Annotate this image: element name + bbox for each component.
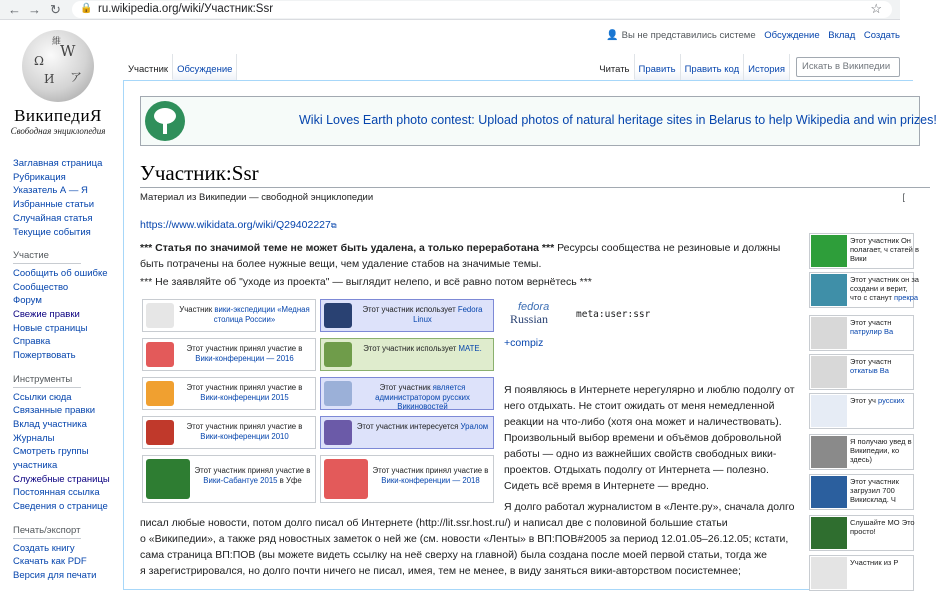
sidebar-item-tools-0[interactable]: Ссылки сюда <box>13 391 72 403</box>
userbox[interactable] <box>142 416 316 449</box>
right-userbox-icon <box>811 356 847 388</box>
meta-user-link[interactable]: meta:user:ssr <box>576 309 651 320</box>
browser-toolbar <box>0 0 900 20</box>
sidebar-item-tools-2[interactable]: Вклад участника <box>13 418 87 430</box>
userbox-icon <box>324 381 352 406</box>
userbox-text-pre: Этот участник принял участие в <box>194 466 311 475</box>
logo-tagline: Свободная энциклопедия <box>10 126 106 136</box>
body-line: Сидеть всё время в Интернете — вредно. <box>504 480 709 492</box>
userbox-text <box>177 422 312 441</box>
userbox-icon <box>146 459 190 499</box>
reload-icon[interactable]: ↻ <box>50 2 61 17</box>
userbox-icon <box>146 303 174 328</box>
fedora-russian-logo[interactable]: fedora Russian <box>510 301 550 326</box>
userbox[interactable] <box>142 377 316 410</box>
quit-paragraph: *** Не заявляйте об "уходе из проекта" — выглядит нелепо, и всё равно потом вернётесь *** <box>140 276 592 288</box>
sidebar-item-participation-5[interactable]: Справка <box>13 336 51 348</box>
page-title: Участник:Ssr <box>140 161 259 185</box>
right-userbox-text <box>850 319 920 337</box>
personal-contrib-link[interactable]: Вклад <box>828 30 856 41</box>
right-userbox-label: Слушайте МО Это просто! <box>850 518 915 536</box>
userbox-text <box>177 305 312 324</box>
userbox[interactable] <box>320 338 494 371</box>
journalism-paragraph <box>140 499 796 579</box>
userbox[interactable] <box>142 338 316 371</box>
right-userbox[interactable] <box>809 393 914 429</box>
sidebar-item-tools-8[interactable]: Сведения о странице <box>13 501 108 513</box>
sidebar-section-print: Печать/экспорт <box>13 524 81 539</box>
journalism-line: Я долго работал журналистом в «Ленте.ру», сначала долго <box>504 501 795 513</box>
create-account-link[interactable]: Создать <box>863 30 900 41</box>
tab-user[interactable]: Участник <box>124 54 173 80</box>
sidebar-item-main-1[interactable]: Рубрикация <box>13 171 66 183</box>
content-area <box>123 80 937 590</box>
right-userbox-icon <box>811 235 847 267</box>
body-line: него отдыхать. Не стоит ожидать от меня немедленной <box>504 400 775 412</box>
sidebar-item-main-5[interactable]: Текущие события <box>13 226 91 238</box>
sidebar-item-tools-3[interactable]: Журналы <box>13 432 55 444</box>
sidebar-item-tools-1[interactable]: Связанные правки <box>13 405 96 417</box>
body-line: проектов. Отдыхать подолгу от Интернета — полезно. <box>504 464 769 476</box>
sidebar-item-tools-5[interactable]: участника <box>13 460 58 472</box>
userbox-text-pre: Этот участник интересуется <box>356 422 461 431</box>
journalism-line: сама страница ВП:ПОВ (вы можете видеть ссылку на неё сверху на главной) была создана после моей первой статьи, тогда же <box>140 549 767 561</box>
right-userbox[interactable] <box>809 315 914 351</box>
address-bar[interactable] <box>72 1 892 18</box>
right-userbox-text <box>850 276 920 302</box>
right-userbox-icon <box>811 517 847 549</box>
right-userbox-link[interactable]: патрулир Ва <box>850 326 894 336</box>
sidebar-item-main-2[interactable]: Указатель А — Я <box>13 185 88 197</box>
back-icon[interactable]: ← <box>8 2 21 17</box>
tab-edit[interactable]: Править <box>635 54 681 80</box>
userbox[interactable] <box>142 455 316 503</box>
userbox-text <box>355 305 490 324</box>
right-userbox-icon <box>811 274 847 306</box>
sidebar-item-participation-2[interactable]: Форум <box>13 295 42 307</box>
sidebar <box>13 157 123 583</box>
userbox-link[interactable]: MATE. <box>458 344 482 353</box>
compiz-link[interactable]: +compiz <box>504 337 544 349</box>
personal-talk-link[interactable]: Обсуждение <box>764 30 820 41</box>
sidebar-item-tools-4[interactable]: Смотреть группы <box>13 446 89 458</box>
body-line: реакции на что-либо (хотя она может и наличествовать). <box>504 416 782 428</box>
right-userbox[interactable] <box>809 354 914 390</box>
tab-edit-source[interactable]: Править код <box>681 54 745 80</box>
userbox-icon <box>324 459 368 499</box>
sidebar-item-print-0[interactable]: Создать книгу <box>13 542 75 554</box>
sidebar-item-tools-7[interactable]: Постоянная ссылка <box>13 487 100 499</box>
right-userbox[interactable] <box>809 515 914 551</box>
userbox-link[interactable]: Уралом <box>460 422 489 431</box>
userbox-text-pre: Этот участник использует <box>363 344 459 353</box>
sidebar-item-main-3[interactable]: Избранные статьи <box>13 199 95 211</box>
userbox-icon <box>146 381 174 406</box>
bookmark-star-icon[interactable]: ☆ <box>870 1 882 16</box>
right-userbox[interactable] <box>809 272 919 308</box>
userbox-text <box>355 422 490 432</box>
userbox[interactable] <box>320 455 494 503</box>
right-userbox-label: Этот участн <box>850 357 892 366</box>
right-userbox-label: Этот уч <box>850 396 879 405</box>
notice-rest: Ресурсы сообщества не резиновые и должны быть потрачены на более нужные вещи, чем удаление стабов на значимые темы. <box>140 242 781 270</box>
userbox[interactable] <box>320 299 494 332</box>
sidebar-item-tools-6[interactable]: Служебные страницы <box>13 473 110 485</box>
right-userbox-label: Этот участник он за создани и верит, что с станут <box>850 275 919 302</box>
body-paragraph <box>504 382 796 494</box>
right-userbox-label: Этот участн <box>850 318 892 327</box>
edit-section-bracket: [ <box>902 192 905 203</box>
userbox[interactable] <box>142 299 316 332</box>
userbox-icon <box>324 303 352 328</box>
right-userbox-text <box>850 519 920 537</box>
userbox-text-pre: Этот участник принял участие в <box>372 466 489 475</box>
notice-bold: *** Статья по значимой теме не может быть удалена, а только переработана *** <box>140 242 555 254</box>
userbox-text-pre: Этот участник принял участие в <box>186 383 303 392</box>
not-logged-in-text: Вы не представились системе <box>621 30 756 41</box>
right-userbox-text <box>850 358 920 376</box>
userbox-text <box>193 466 312 485</box>
sidebar-item-main-4[interactable]: Случайная статья <box>13 212 93 224</box>
right-userbox-text <box>850 559 920 568</box>
userbox-icon <box>324 420 352 445</box>
right-userbox-icon <box>811 557 847 589</box>
userbox-text <box>177 344 312 363</box>
wikidata-link[interactable]: https://www.wikidata.org/wiki/Q29402227⧉ <box>140 219 337 231</box>
right-userbox-text <box>850 397 920 406</box>
tree-icon <box>145 101 185 141</box>
sidebar-section-tools: Инструменты <box>13 373 81 388</box>
userbox-text-pre: Этот участник принял участие в <box>186 422 303 431</box>
userbox-icon <box>324 342 352 367</box>
logo-wordmark: ВикипедиЯ <box>14 106 102 125</box>
right-userbox-link[interactable]: русских <box>878 396 905 405</box>
userbox-text-pre: Этот участник использует <box>362 305 458 314</box>
userbox-link[interactable]: Вики-конференции 2010 <box>200 431 289 441</box>
userbox-link[interactable]: Вики-конференции 2015 <box>200 392 289 402</box>
userbox-text <box>371 466 490 485</box>
userbox-link[interactable]: вики-экспедиции «Медная столица России» <box>213 305 310 324</box>
userbox-link[interactable]: Вики-конференции — 2016 <box>195 353 294 363</box>
tab-discussion[interactable]: Обсуждение <box>173 54 237 80</box>
user-icon: 👤 <box>606 30 619 41</box>
userbox-link[interactable]: является администратором русских Викиновостей <box>375 383 470 411</box>
sidebar-item-print-2[interactable]: Версия для печати <box>13 569 97 581</box>
search-input[interactable]: Искать в Википедии <box>796 57 900 77</box>
sidebar-item-print-1[interactable]: Скачать как PDF <box>13 556 87 568</box>
userbox-text <box>177 383 312 402</box>
body-line: Произвольный выбор времени и объёмов добровольной <box>504 432 782 444</box>
right-userbox[interactable] <box>809 474 914 510</box>
forward-icon[interactable]: → <box>28 2 41 17</box>
userbox-link[interactable]: Вики-Сабантуе 2015 <box>203 475 278 485</box>
userbox-text-post: в Уфе <box>277 475 302 485</box>
tab-read[interactable]: Читать <box>595 54 634 80</box>
right-userbox-label: Этот участник загрузил 700 Викисклад. Ч <box>850 477 899 504</box>
notice-paragraph <box>140 240 796 272</box>
userbox[interactable] <box>320 377 494 410</box>
view-tabs <box>595 54 900 80</box>
userbox-text <box>355 344 490 354</box>
sidebar-item-participation-4[interactable]: Новые страницы <box>13 322 88 334</box>
userbox-icon <box>146 342 174 367</box>
right-userbox-label: Этот участник Он полагает, ч статей в Вики <box>850 236 919 263</box>
right-userbox-label: Я получаю увед в Википедии, ко здесь) <box>850 437 912 464</box>
external-link-icon: ⧉ <box>330 221 337 230</box>
right-userbox-icon <box>811 395 847 427</box>
wikipedia-logo[interactable] <box>10 30 106 136</box>
right-userbox-icon <box>811 317 847 349</box>
userbox-text-pre: Участник <box>179 305 215 314</box>
userbox-text <box>355 383 490 412</box>
right-userbox-icon <box>811 476 847 508</box>
userbox-text-pre: Этот участник <box>379 383 433 392</box>
right-userbox[interactable] <box>809 434 914 470</box>
journalism-line: о «Википедии», а также ряд новостных заметок о ней же (см. новости «Ленты» в ВП:ПОВ#2005 за период 12.01.05–26.12.05; кстати, <box>140 533 789 545</box>
right-userbox-link[interactable]: откатыв Ва <box>850 365 889 375</box>
tab-history[interactable]: История <box>744 54 790 80</box>
sidebar-item-participation-0[interactable]: Сообщить об ошибке <box>13 267 108 279</box>
campaign-banner[interactable] <box>140 96 937 146</box>
right-userbox[interactable] <box>809 555 914 591</box>
sidebar-item-main-0[interactable]: Заглавная страница <box>13 158 103 169</box>
userbox[interactable] <box>320 416 494 449</box>
body-line: Я появляюсь в Интернете нерегулярно и люблю подолгу от <box>504 384 795 396</box>
body-line: работы — одно из важнейших свойств свободных вики- <box>504 448 777 460</box>
sidebar-item-participation-6[interactable]: Пожертвовать <box>13 350 76 362</box>
userbox-icon <box>146 420 174 445</box>
right-userbox-label: Участник из Р <box>850 558 899 567</box>
right-userbox-icon <box>811 436 847 468</box>
userbox-link[interactable]: Fedora Linux <box>413 305 483 324</box>
namespace-tabs <box>124 54 237 80</box>
userbox-text-pre: Этот участник принял участие в <box>186 344 303 353</box>
right-userbox-text <box>850 237 920 263</box>
right-userbox-link[interactable]: прекра <box>894 292 919 302</box>
lock-icon: 🔒 <box>80 3 93 14</box>
right-userbox[interactable] <box>809 233 919 269</box>
right-userbox-text <box>850 478 920 504</box>
right-userbox-text <box>850 438 920 464</box>
globe-icon: Ω W И ア 維 <box>22 30 94 102</box>
banner-text[interactable]: Wiki Loves Earth photo contest: Upload photos of natural heritage sites in Belarus to help Wikipedia and win prizes! <box>299 113 937 127</box>
url-text[interactable]: ru.wikipedia.org/wiki/Участник:Ssr <box>98 3 274 15</box>
userbox-link[interactable]: Вики-конференции — 2018 <box>381 475 480 485</box>
personal-tools <box>600 30 900 41</box>
sidebar-item-participation-3[interactable]: Свежие правки <box>13 309 80 321</box>
title-divider <box>140 187 930 188</box>
journalism-line: писал любые новости, потом долго писал об Интернете (http://lit.ssr.host.ru/) и написал две с половиной большие статьи <box>140 517 728 529</box>
sidebar-section-participation: Участие <box>13 249 81 264</box>
page-tagline: Материал из Википедии — свободной энциклопедии <box>140 192 374 203</box>
journalism-line: я зарегистрировался, но долго почти ничего не писал, имея, тем не менее, в виду заняться вики-авторством посистемнее; <box>140 565 741 577</box>
sidebar-item-participation-1[interactable]: Сообщество <box>13 281 69 293</box>
